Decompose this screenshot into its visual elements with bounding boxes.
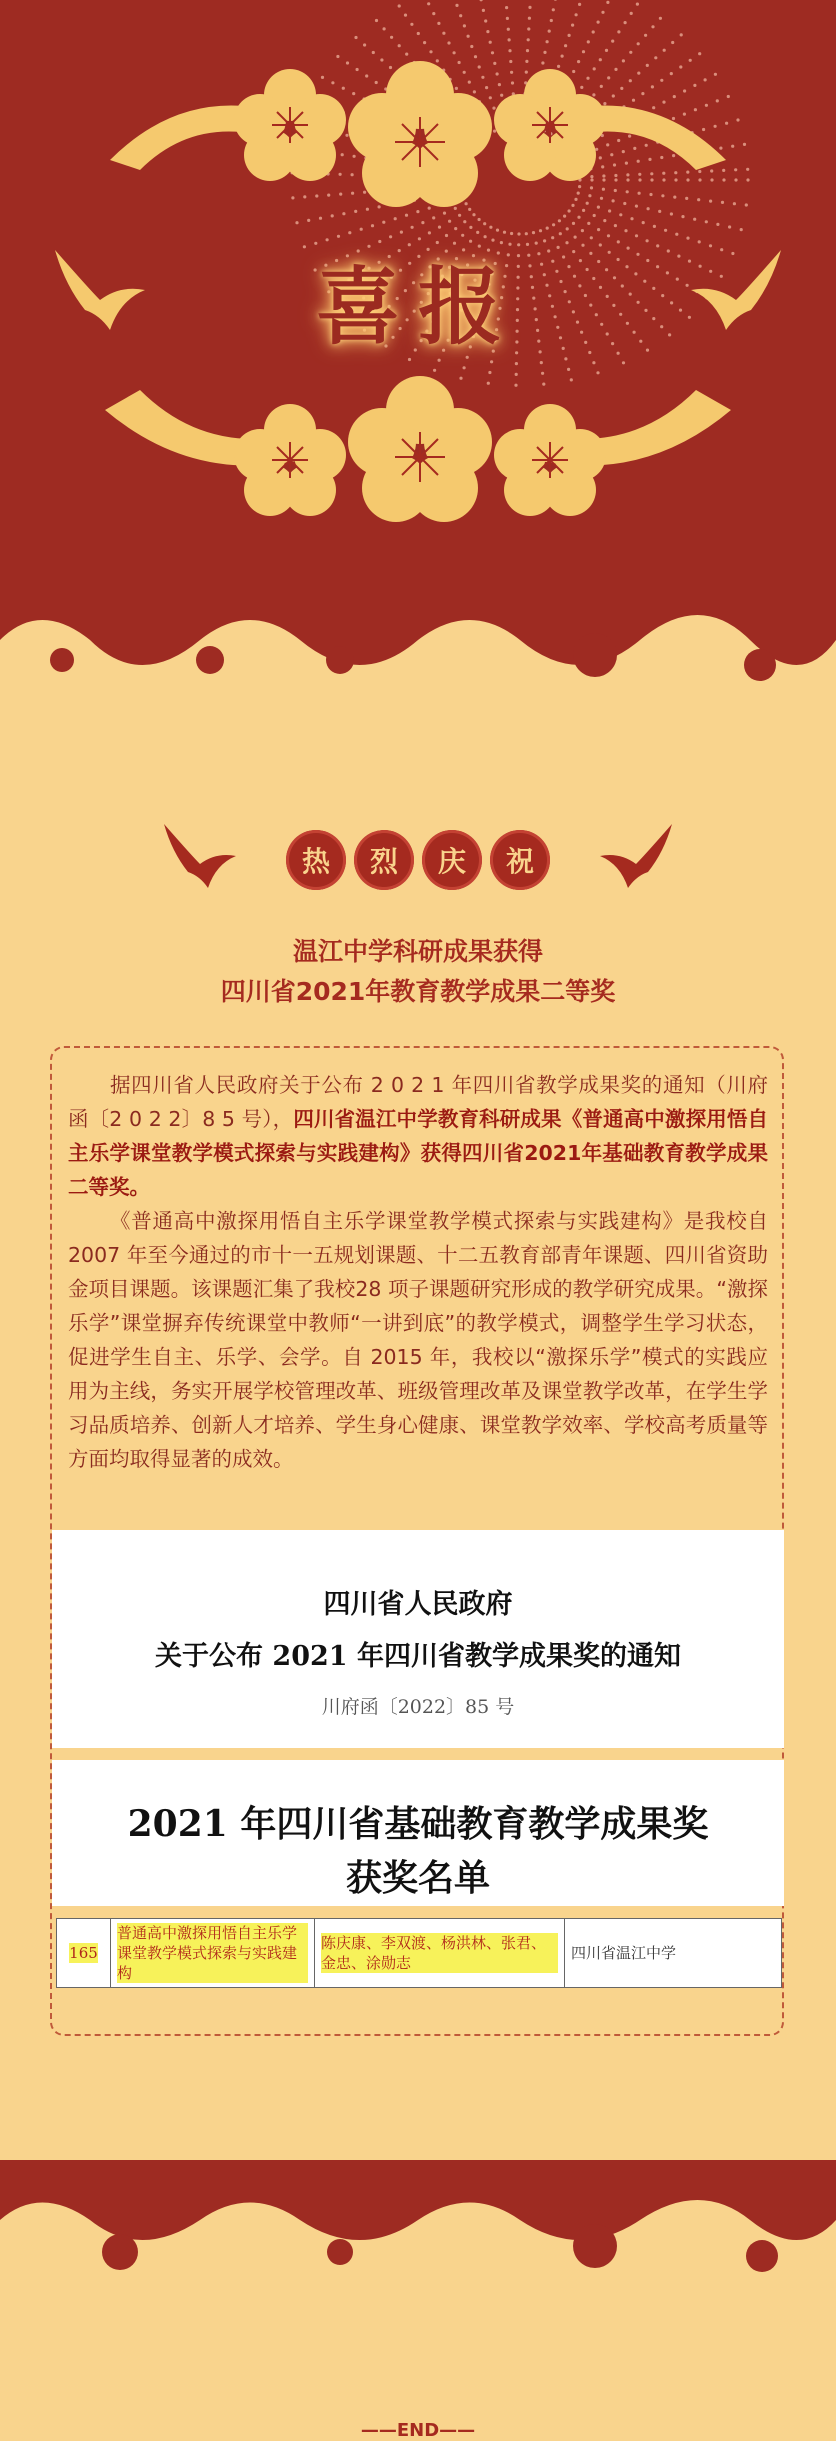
award-list-title: 2021 年四川省基础教育教学成果奖 <box>127 1803 709 1845</box>
table-cell-project <box>111 1919 315 1987</box>
end-marker: ——END—— <box>360 2420 476 2441</box>
table-project: 普通高中激探用悟自主乐学课堂教学模式探索与实践建构 <box>117 1923 308 1983</box>
award-list-panel <box>52 1760 784 1906</box>
plum-blossom-bottom-icon <box>220 370 620 530</box>
celebrate-badges <box>0 830 836 890</box>
notice-panel <box>52 1530 784 1748</box>
celebrate-char: 祝 <box>490 830 550 890</box>
table-members: 陈庆康、李双渡、杨洪林、张君、金忠、涂勋志 <box>321 1933 558 1973</box>
table-cell-members <box>315 1919 565 1987</box>
table-school: 四川省温江中学 <box>571 1944 677 1962</box>
body-paragraph-2: 《普通高中激探用悟自主乐学课堂教学模式探索与实践建构》是我校自 2007 年至今通过的市十一五规划课题、十二五教育部青年课题、四川省资助金项目课题。该课题汇集了我校28 项子课题研究形成的教学研究成果。“激探乐学”课堂摒弃传统课堂中教师“一讲到底”的教学模式，调整学生学习状态，促进学生自主、乐学、会学。自 2015 年，我校以“激探乐学”模式的实践应用为主线，务实开展学校管理改革、班级管理改革及课堂教学改革，在学生学习品质培养、创新人才培养、学生身心健康、课堂教学效率、学校高考质量等方面均取得显著的成效。 <box>68 1209 768 1471</box>
plum-blossom-top-icon <box>220 55 620 215</box>
body-paragraph-1 <box>68 1068 768 1204</box>
table-cell-school <box>565 1919 781 1987</box>
award-list-subtitle: 获奖名单 <box>345 1857 490 1899</box>
body-paragraph-1-bold: 四川省温江中学教育科研成果《普通高中激探用悟自主乐学课堂教学模式探索与实践建构》获得四川省2021年基础教育教学成果二等奖。 <box>68 1107 769 1199</box>
notice-title: 关于公布 2021 年四川省教学成果奖的通知 <box>155 1641 681 1672</box>
award-table-row <box>56 1918 782 1988</box>
table-number: 165 <box>69 1944 98 1962</box>
banner-title: 喜报 <box>315 257 520 356</box>
celebrate-char: 庆 <box>422 830 482 890</box>
headline-line1: 温江中学科研成果获得 <box>292 937 543 966</box>
bottom-wave-decoration <box>0 2160 836 2280</box>
celebrate-char: 热 <box>286 830 346 890</box>
table-cell-number <box>57 1919 111 1987</box>
celebrate-char: 烈 <box>354 830 414 890</box>
notice-org: 四川省人民政府 <box>323 1589 513 1620</box>
headline-line2: 四川省2021年教育教学成果二等奖 <box>220 977 616 1006</box>
body-paragraph-1-text: 据四川省人民政府关于公布 2 0 2 1 年四川省教学成果奖的通知（川府函〔2 0 2 2〕8 5 号）， <box>68 1073 768 1131</box>
notice-doc-number: 川府函〔2022〕85 号 <box>321 1696 515 1718</box>
